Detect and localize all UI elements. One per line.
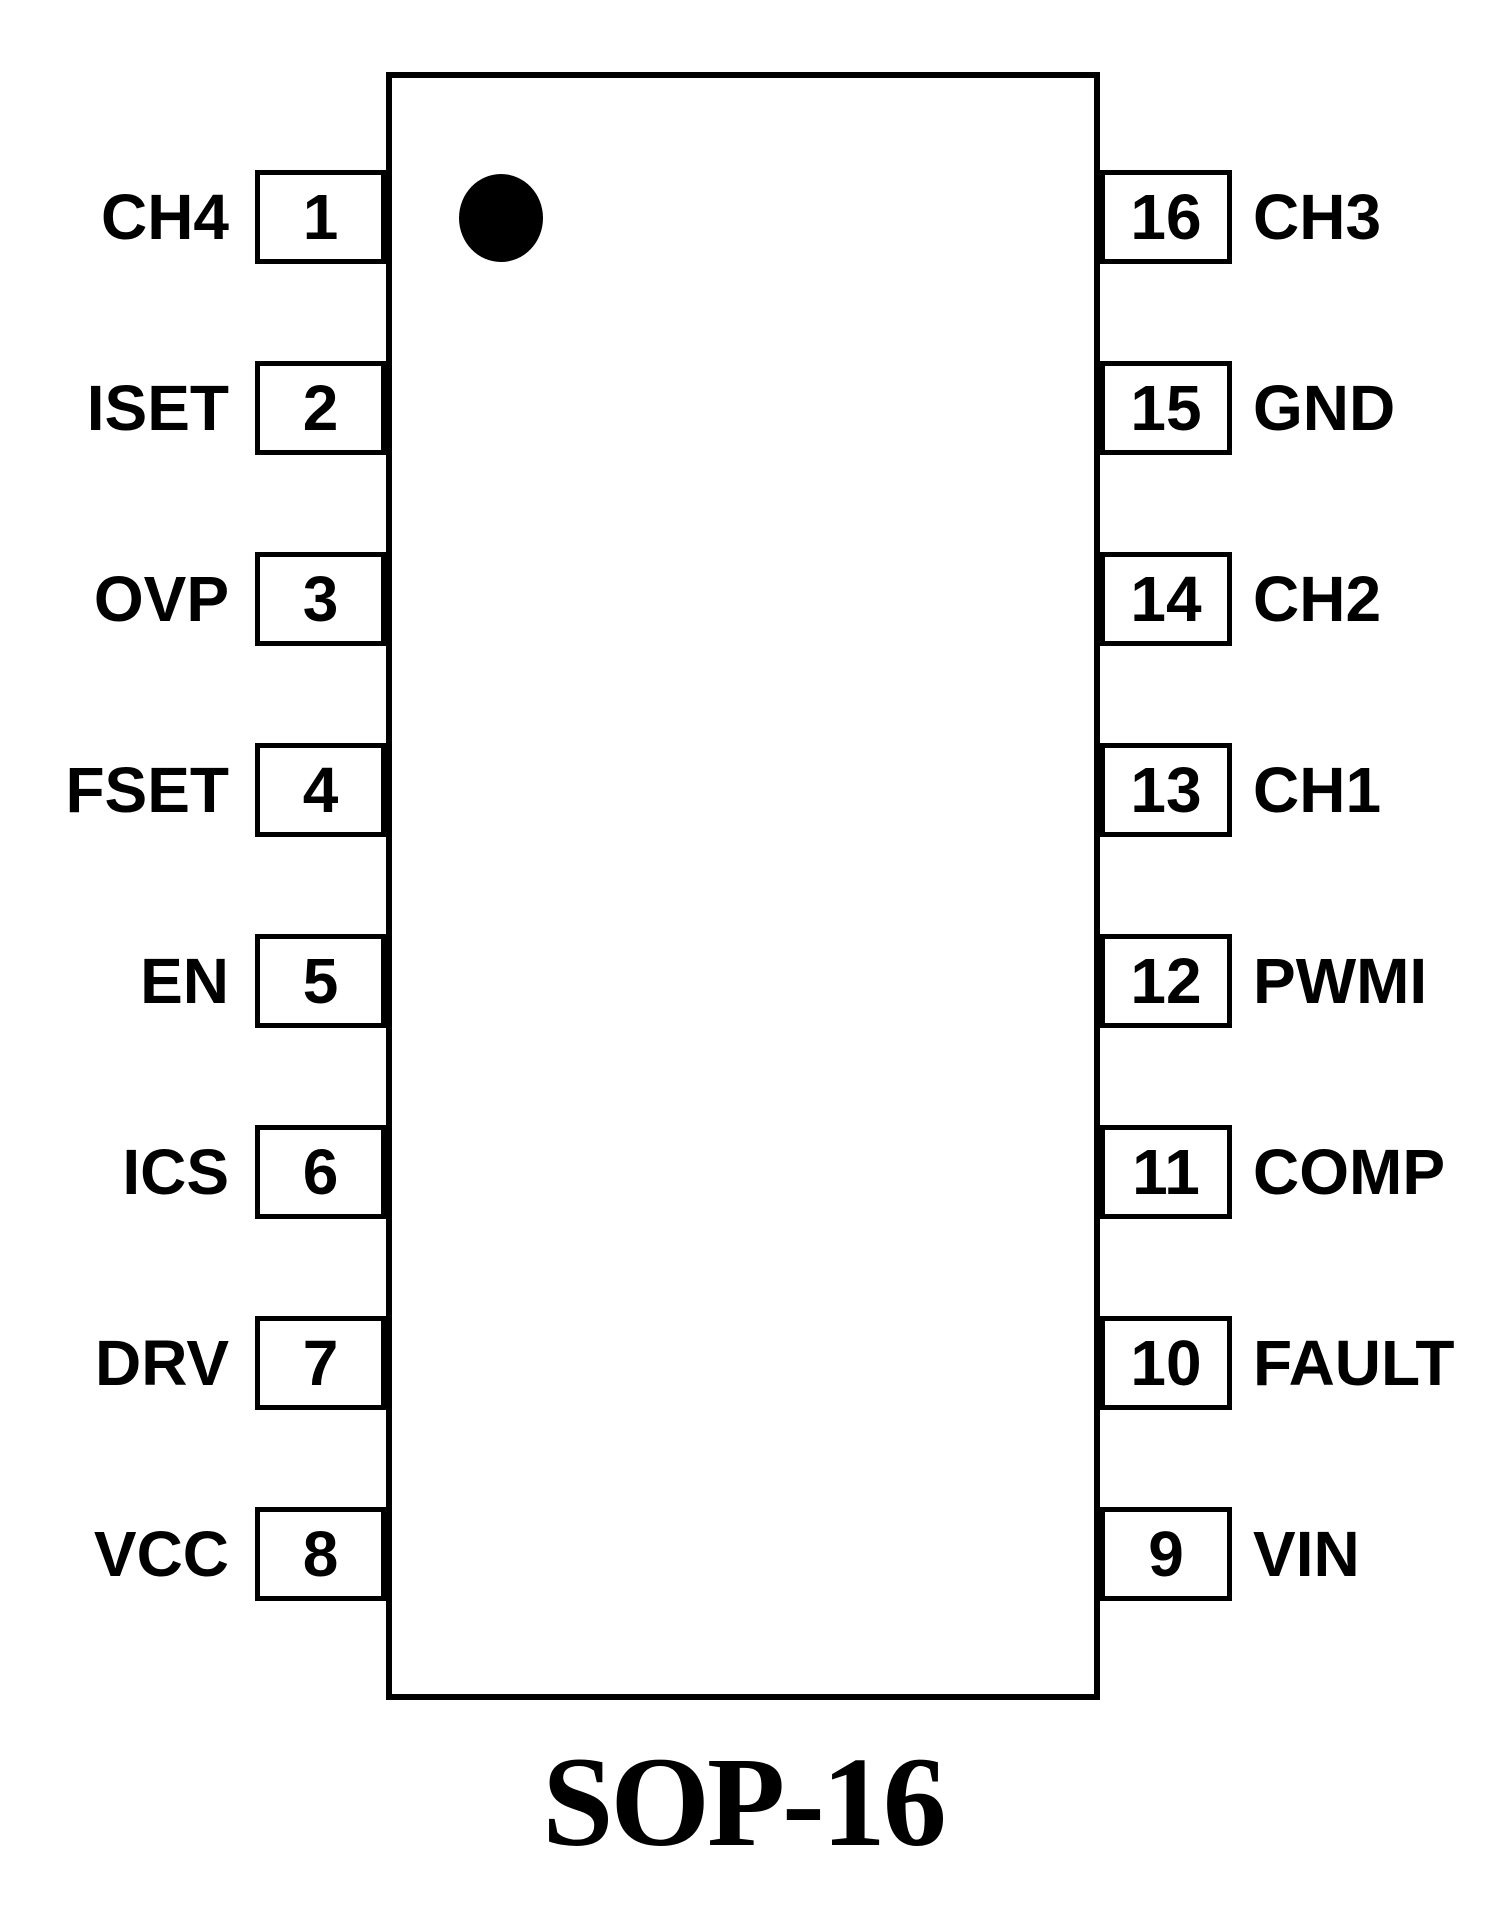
pin-row-14 (1100, 552, 1508, 646)
pin-box (1100, 1507, 1232, 1601)
pin-label: FSET (65, 754, 229, 826)
pin-label: FAULT (1253, 1327, 1455, 1399)
pin-label: EN (140, 945, 229, 1017)
pin-box (255, 1125, 386, 1219)
pin-box (255, 743, 386, 837)
pin-box (255, 934, 386, 1028)
pin-number: 12 (1130, 945, 1202, 1017)
pin-label: CH4 (100, 181, 229, 253)
pin-box (255, 170, 386, 264)
pin-number: 13 (1130, 754, 1202, 826)
pin-number: 1 (302, 181, 339, 253)
pin-number: 9 (1148, 1518, 1184, 1590)
pin-number: 3 (302, 563, 339, 635)
pin-row-16 (1100, 170, 1508, 264)
pin-box (1100, 934, 1232, 1028)
pin-row-3 (0, 552, 386, 646)
pin-box (1100, 743, 1232, 837)
pin-box (1100, 1316, 1232, 1410)
pin-box (255, 361, 386, 455)
pin-number: 8 (302, 1518, 339, 1590)
pin-box (255, 1507, 386, 1601)
pin-label: VIN (1253, 1518, 1360, 1590)
pin-row-11 (1100, 1125, 1508, 1219)
pin-box (255, 1316, 386, 1410)
pin-row-15 (1100, 361, 1508, 455)
pin-box (1100, 1125, 1232, 1219)
pin-row-13 (1100, 743, 1508, 837)
pin-label: GND (1253, 372, 1396, 444)
pin-number: 10 (1130, 1327, 1202, 1399)
pin-label: PWMI (1253, 945, 1428, 1017)
pin-row-9 (1100, 1507, 1508, 1601)
pin-number: 5 (302, 945, 339, 1017)
pin-number: 6 (302, 1136, 339, 1208)
pin1-indicator-dot-icon (459, 174, 543, 262)
pin-row-5 (0, 934, 386, 1028)
pin-row-4 (0, 743, 386, 837)
pin-box (1100, 170, 1232, 264)
pin-number: 15 (1130, 372, 1202, 444)
pin-row-7 (0, 1316, 386, 1410)
pin-number: 2 (302, 372, 339, 444)
pin-label: CH1 (1253, 754, 1382, 826)
ic-package-body (386, 72, 1100, 1700)
pin-row-2 (0, 361, 386, 455)
pin-box (1100, 361, 1232, 455)
pin-row-10 (1100, 1316, 1508, 1410)
pin-row-1 (0, 170, 386, 264)
pin-label: VCC (93, 1518, 229, 1590)
pin-label: COMP (1253, 1136, 1445, 1208)
pin-row-12 (1100, 934, 1508, 1028)
pin-label: CH3 (1253, 181, 1382, 253)
pin-number: 4 (302, 754, 339, 826)
pin-label: ISET (86, 372, 229, 444)
pin-label: CH2 (1253, 563, 1382, 635)
pin-label: OVP (93, 563, 229, 635)
pin-box (1100, 552, 1232, 646)
pin-number: 7 (302, 1327, 339, 1399)
pin-label: ICS (122, 1136, 229, 1208)
package-caption: SOP-16 (542, 1731, 944, 1873)
pin-number: 11 (1132, 1136, 1200, 1208)
pin-label: DRV (95, 1327, 229, 1399)
pin-box (255, 552, 386, 646)
pin-row-8 (0, 1507, 386, 1601)
pin-number: 14 (1130, 563, 1202, 635)
pin-number: 16 (1130, 181, 1202, 253)
pin-row-6 (0, 1125, 386, 1219)
